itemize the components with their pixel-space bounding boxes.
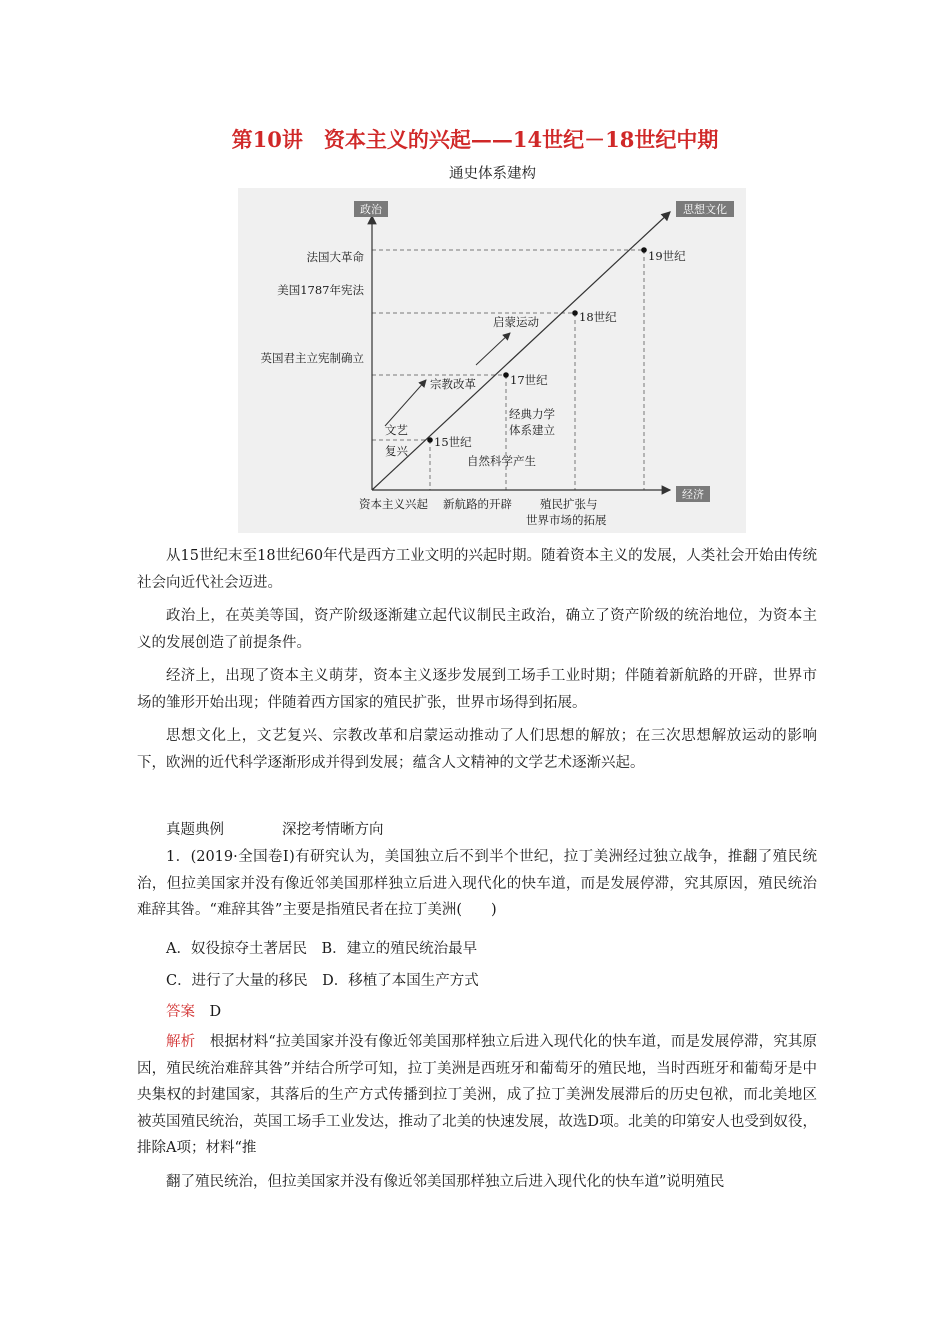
options-cd: C．进行了大量的移民 D．移植了本国生产方式 xyxy=(166,973,479,989)
label-us-constitution: 美国1787年宪法 xyxy=(277,283,364,297)
label-colonial-expansion-1: 殖民扩张与 xyxy=(540,497,598,511)
analysis-paragraph xyxy=(137,1029,817,1162)
paragraph-politics: 政治上，在英美等国，资产阶级逐渐建立起代议制民主政治，确立了资产阶级的统治地位，为资本主义的发展创造了前提条件。 xyxy=(137,608,817,651)
axis-label-economy xyxy=(676,486,710,502)
label-renaissance-2: 复兴 xyxy=(385,444,408,458)
culture-axis xyxy=(372,212,670,490)
paragraph-economy: 经济上，出现了资本主义萌芽，资本主义逐步发展到工场手工业时期；伴随着新航路的开辟，世界市场的雏形开始出现；伴随着西方国家的殖民扩张，世界市场得到拓展。 xyxy=(137,668,817,711)
point-15th-century xyxy=(427,437,433,443)
page-title: 第10讲 资本主义的兴起——14世纪－18世纪中期 xyxy=(231,127,719,152)
label-17th-century: 17世纪 xyxy=(510,373,548,387)
analysis-label: 解析 xyxy=(166,1034,196,1050)
label-new-routes: 新航路的开辟 xyxy=(443,497,512,511)
analysis-text: 根据材料“拉美国家并没有像近邻美国那样独立后进入现代化的快车道，而是发展停滞，究其原因，殖民统治难辞其咎”并结合所学可知，拉丁美洲是西班牙和葡萄牙的殖民地，当时西班牙和葡萄牙是中央集权的封建国家，其落后的生产方式传播到拉丁美洲，成了拉丁美洲发展滞后的历史包袱，而北美地区被英国殖民统治，英国工场手工业发达，推动了北美的快速发展，故选D项。北美的印第安人也受到奴役，排除A项；材料“推 xyxy=(137,1034,818,1156)
axis-label-culture xyxy=(676,201,734,217)
options-ab: A．奴役掠夺土著居民 B．建立的殖民统治最早 xyxy=(166,941,478,957)
analysis-continued: 翻了殖民统治，但拉美国家并没有像近邻美国那样独立后进入现代化的快车道”说明殖民 xyxy=(166,1173,725,1190)
svg-text:经济: 经济 xyxy=(682,488,704,501)
history-timeline-diagram xyxy=(238,188,746,533)
label-enlightenment: 启蒙运动 xyxy=(493,315,539,329)
answer-value: D xyxy=(209,1004,222,1020)
label-natural-science: 自然科学产生 xyxy=(467,454,536,468)
label-capitalism-rise: 资本主义兴起 xyxy=(359,497,428,511)
svg-text:政治: 政治 xyxy=(360,203,382,216)
label-19th-century: 19世纪 xyxy=(648,249,686,263)
point-18th-century xyxy=(572,310,578,316)
label-classical-mechanics-1: 经典力学 xyxy=(509,407,555,421)
renaissance-to-reformation-arrow xyxy=(385,380,426,426)
label-french-revolution: 法国大革命 xyxy=(306,250,364,264)
label-18th-century: 18世纪 xyxy=(579,310,617,324)
overview-text xyxy=(137,543,817,783)
label-reformation: 宗教改革 xyxy=(430,377,476,391)
label-colonial-expansion-2: 世界市场的拓展 xyxy=(526,513,607,527)
question-block xyxy=(137,844,817,931)
axis-label-politics xyxy=(354,201,388,217)
svg-text:思想文化: 思想文化 xyxy=(683,203,727,216)
section-subtitle: 通史体系建构 xyxy=(449,166,536,182)
point-19th-century xyxy=(641,247,647,253)
section-subtitle-text: 深挖考情晰方向 xyxy=(282,822,384,838)
answer-line xyxy=(166,1000,221,1021)
label-classical-mechanics-2: 体系建立 xyxy=(509,423,555,437)
exam-section-header xyxy=(166,818,442,839)
point-17th-century xyxy=(503,372,509,378)
reformation-to-enlightenment-arrow xyxy=(476,333,510,365)
paragraph-culture: 思想文化上，文艺复兴、宗教改革和启蒙运动推动了人们思想的解放；在三次思想解放运动的影响下，欧洲的近代科学逐渐形成并得到发展；蕴含人文精神的文学艺术逐渐兴起。 xyxy=(137,728,817,771)
question-stem: 1．(2019·全国卷Ⅰ)有研究认为，美国独立后不到半个世纪，拉丁美洲经过独立战争，推翻了殖民统治，但拉美国家并没有像近邻美国那样独立后进入现代化的快车道，而是发展停滞，究其原因，殖民统治难辞其咎。“难辞其咎”主要是指殖民者在拉丁美洲( ) xyxy=(137,849,817,918)
label-british-monarchy: 英国君主立宪制确立 xyxy=(260,351,364,365)
analysis-block xyxy=(137,1029,817,1202)
label-15th-century: 15世纪 xyxy=(434,435,472,449)
label-renaissance-1: 文艺 xyxy=(385,423,408,437)
section-title: 真题典例 xyxy=(166,822,224,838)
paragraph-overview: 从15世纪末至18世纪60年代是西方工业文明的兴起时期。随着资本主义的发展，人类社会开始由传统社会向近代社会迈进。 xyxy=(137,548,817,591)
answer-label: 答案 xyxy=(166,1004,195,1020)
